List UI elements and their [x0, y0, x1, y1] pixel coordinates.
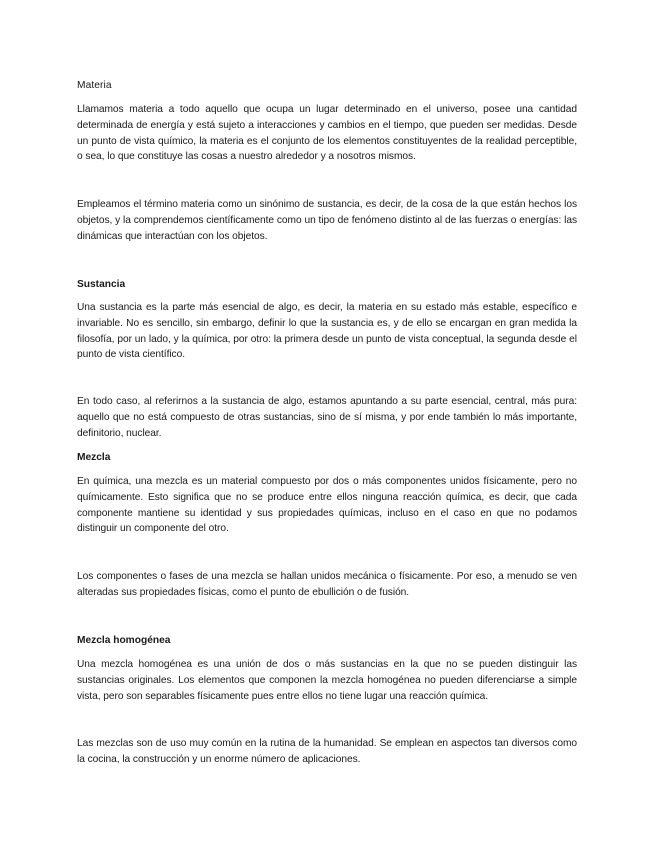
section-heading-mezcla-homogenea: Mezcla homogénea [77, 635, 171, 646]
paragraph-mezcla-homogenea-2: Las mezclas son de uso muy común en la rutina de la humanidad. Se emplean en aspectos tan diversos como la cocina, la construcción y un enorme número de aplicaciones. [77, 738, 577, 765]
section-heading-mezcla: Mezcla [77, 452, 111, 463]
paragraph-sustancia-1: Una sustancia es la parte más esencial de algo, es decir, la materia en su estado más estable, específico e invariable. No es sencillo, sin embargo, definir lo que la sustancia es, y de ello se encargan en gran medida la filosofía, por un lado, y la química, por otro: la primera desde un punto de vista conceptual, la segunda desde el punto de vista científico. [77, 302, 577, 361]
paragraph-materia-1: Llamamos materia a todo aquello que ocupa un lugar determinado en el universo, posee una cantidad determinada de energía y está sujeto a interacciones y cambios en el tiempo, que pueden ser medidas. Desde un punto de vista químico, la materia es el conjunto de los elementos constituyentes de la realidad perceptible, o sea, lo que constituye las cosas a nuestro alrededor y a nosotros mismos. [77, 104, 577, 163]
section-heading-sustancia: Sustancia [77, 279, 126, 290]
paragraph-materia-2: Empleamos el término materia como un sinónimo de sustancia, es decir, de la cosa de la que están hechos los objetos, y la comprendemos científicamente como un tipo de fenómeno distinto al de las fuerzas o energías: las dinámicas que interactúan con los objetos. [77, 199, 577, 242]
paragraph-mezcla-2: Los componentes o fases de una mezcla se hallan unidos mecánica o físicamente. Por eso, a menudo se ven alteradas sus propiedades físicas, como el punto de ebullición o de fusión. [77, 571, 577, 598]
paragraph-mezcla-1: En química, una mezcla es un material compuesto por dos o más componentes unidos físicamente, pero no químicamente. Esto significa que no se produce entre ellos ninguna reacción química, es decir, que cada componente mantiene su identidad y sus propiedades químicas, incluso en el caso en que no podamos distinguir un componente del otro. [77, 476, 577, 535]
section-title-materia: Materia [77, 80, 112, 91]
paragraph-sustancia-2: En todo caso, al referirnos a la sustancia de algo, estamos apuntando a su parte esencial, central, más pura: aquello que no está compuesto de otras sustancias, sino de sí misma, y por ende también lo más importante, definitorio, nuclear. [77, 396, 577, 439]
paragraph-mezcla-homogenea-1: Una mezcla homogénea es una unión de dos o más sustancias en la que no se pueden distinguir las sustancias originales. Los elementos que componen la mezcla homogénea no pueden diferenciarse a simple vista, pero son separables físicamente pues entre ellos no tiene lugar una reacción química. [77, 659, 577, 702]
